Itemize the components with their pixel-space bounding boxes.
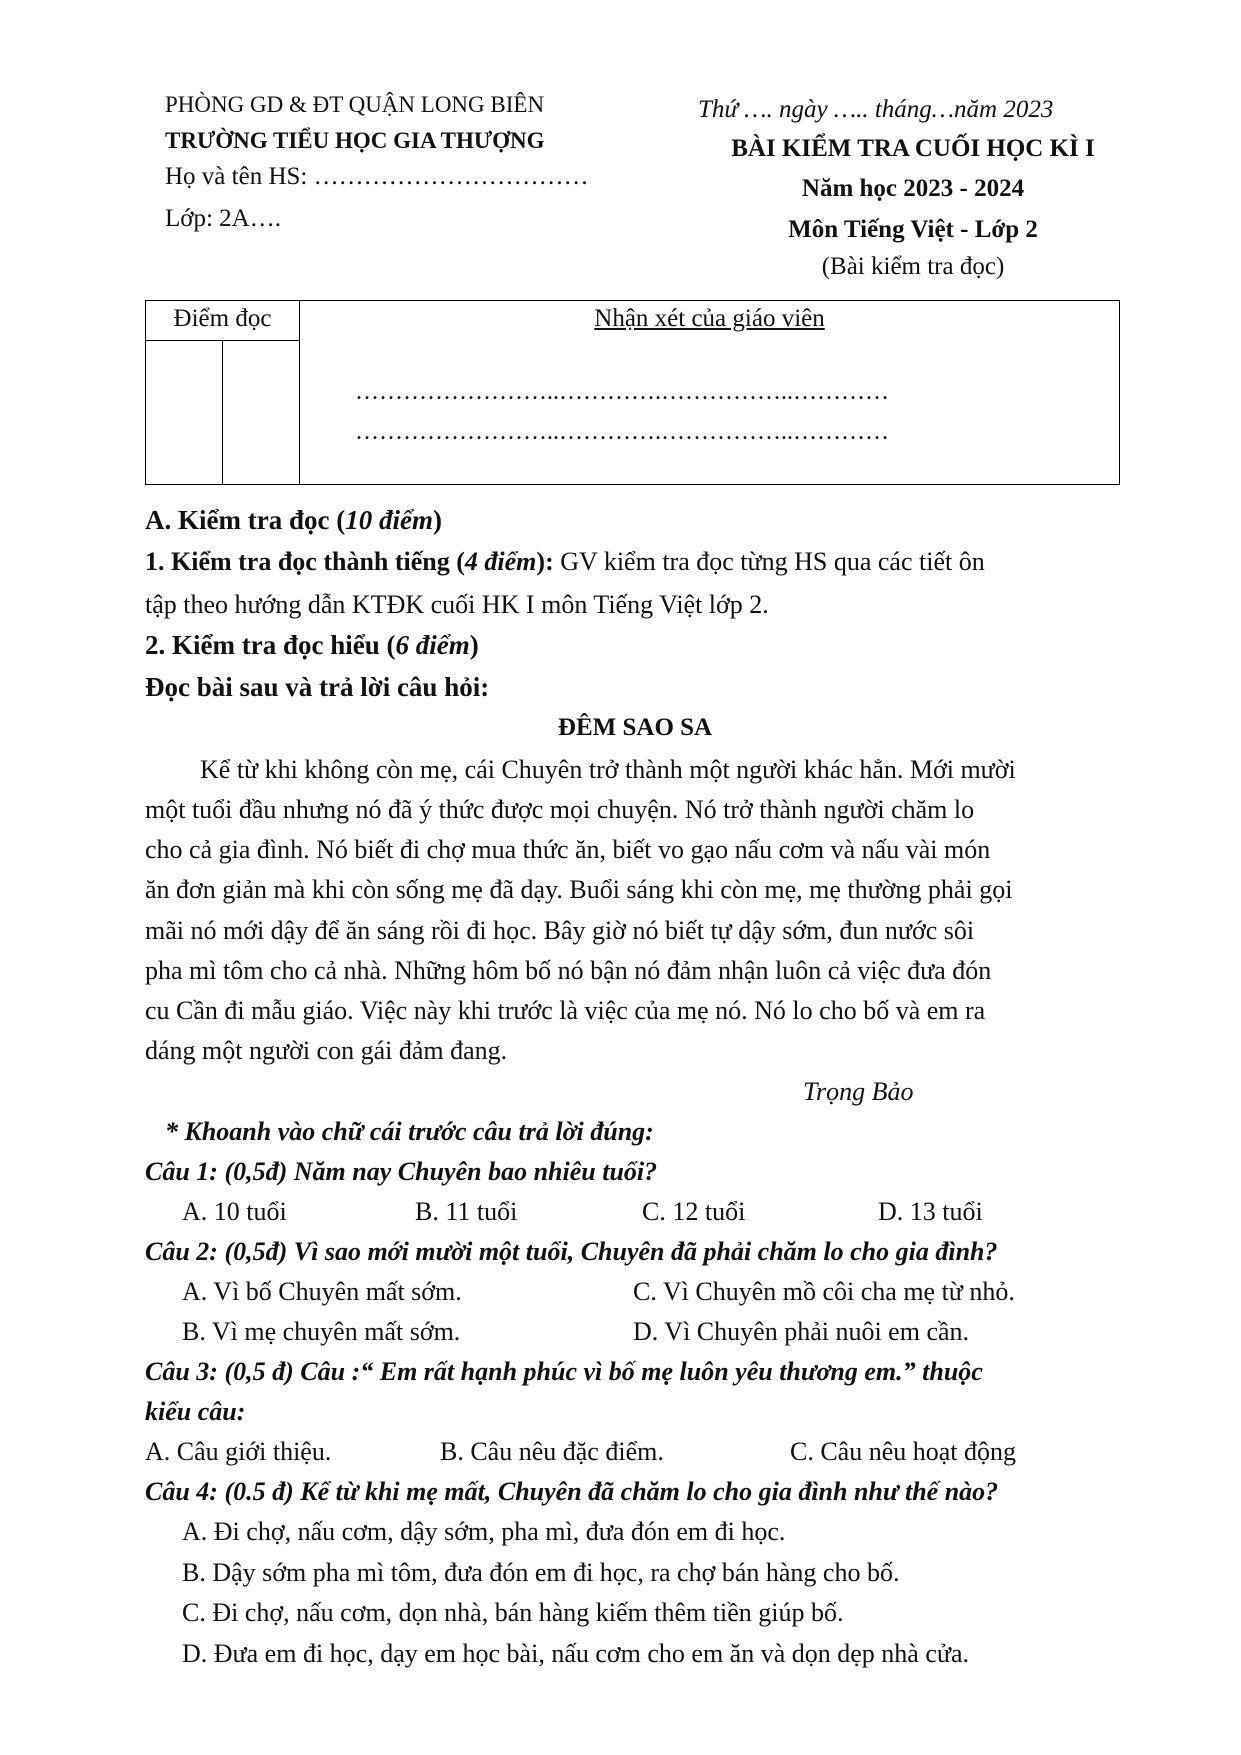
q3-option-b[interactable]: B. Câu nêu đặc điểm. (440, 1437, 664, 1466)
part-1-line-1: 1. Kiểm tra đọc thành tiếng (4 điểm): GV kiểm tra đọc từng HS qua các tiết ôn (145, 547, 985, 576)
q1-option-a[interactable]: A. 10 tuổi (182, 1197, 287, 1226)
reading-instruction: Đọc bài sau và trả lời câu hỏi: (145, 672, 490, 702)
story-line-1: Kể từ khi không còn mẹ, cái Chuyên trở thành một người khác hẳn. Mới mười (200, 755, 1016, 784)
q3-option-a[interactable]: A. Câu giới thiệu. (145, 1437, 332, 1466)
q3-option-c[interactable]: C. Câu nêu hoạt động (790, 1437, 1017, 1466)
question-4: Câu 4: (0.5 đ) Kể từ khi mẹ mất, Chuyên đã chăm lo cho gia đình như thế nào? (145, 1477, 999, 1506)
story-author: Trọng Bảo (803, 1077, 914, 1106)
score-header: Điểm đọc (146, 301, 300, 341)
section-a-title: A. Kiểm tra đọc (10 điểm) (145, 505, 442, 535)
q4-option-d[interactable]: D. Đưa em đi học, dạy em học bài, nấu cơm cho em ăn và dọn dẹp nhà cửa. (182, 1639, 970, 1668)
q2-option-a[interactable]: A. Vì bố Chuyên mất sớm. (182, 1277, 462, 1306)
comment-header: Nhận xét của giáo viên (594, 305, 825, 332)
subject-line: Môn Tiếng Việt - Lớp 2 (788, 216, 1038, 243)
q2-option-d[interactable]: D. Vì Chuyên phải nuôi em cần. (633, 1317, 970, 1346)
date-line: Thứ …. ngày ….. tháng…năm 2023 (698, 96, 1054, 123)
story-line-3: cho cả gia đình. Nó biết đi chợ mua thức ăn, biết vo gạo nấu cơm và nấu vài món (145, 835, 991, 864)
story-line-5: mãi nó mới dậy để ăn sáng rồi đi học. Bây giờ nó biết tự dậy sớm, đun nước sôi (145, 916, 975, 945)
score-cell-1[interactable] (146, 341, 223, 485)
question-2: Câu 2: (0,5đ) Vì sao mới mười một tuổi, Chuyên đã phải chăm lo cho gia đình? (145, 1237, 998, 1266)
score-table (145, 300, 1120, 485)
story-line-6: pha mì tôm cho cả nhà. Những hôm bố nó bận nó đảm nhận luôn cả việc đưa đón (145, 956, 992, 985)
school-year: Năm học 2023 - 2024 (801, 175, 1025, 202)
part-1-line-2: tập theo hướng dẫn KTĐK cuối HK I môn Tiếng Việt lớp 2. (145, 590, 769, 619)
score-cell-2[interactable] (223, 341, 300, 485)
q2-option-b[interactable]: B. Vì mẹ chuyên mất sớm. (182, 1317, 461, 1346)
question-3-line-2: kiểu câu: (145, 1397, 246, 1426)
part-2-title: 2. Kiểm tra đọc hiểu (6 điểm) (145, 630, 479, 660)
q4-option-a[interactable]: A. Đi chợ, nấu cơm, dậy sớm, pha mì, đưa đón em đi học. (182, 1517, 786, 1546)
question-3-line-1: Câu 3: (0,5 đ) Câu :“ Em rất hạnh phúc vì bố mẹ luôn yêu thương em.” thuộc (145, 1357, 983, 1386)
school-name: TRƯỜNG TIỂU HỌC GIA THƯỢNG (165, 128, 545, 153)
student-name-field[interactable]: Họ và tên HS: …………………………… (165, 163, 589, 190)
q1-option-d[interactable]: D. 13 tuổi (878, 1197, 983, 1226)
story-line-7: cu Cần đi mẫu giáo. Việc này khi trước là việc của mẹ nó. Nó lo cho bố và em ra (145, 996, 986, 1025)
q2-option-c[interactable]: C. Vì Chuyên mồ côi cha mẹ từ nhỏ. (633, 1277, 1015, 1306)
class-field[interactable]: Lớp: 2A…. (165, 205, 281, 232)
q4-option-b[interactable]: B. Dậy sớm pha mì tôm, đưa đón em đi học, ra chợ bán hàng cho bố. (182, 1558, 900, 1587)
story-line-8: dáng một người con gái đảm đang. (145, 1036, 508, 1065)
story-title: ĐÊM SAO SA (557, 714, 713, 741)
exam-title: BÀI KIỂM TRA CUỐI HỌC KÌ I (731, 135, 1095, 162)
q1-option-c[interactable]: C. 12 tuổi (642, 1197, 746, 1226)
exam-type: (Bài kiểm tra đọc) (821, 253, 1005, 280)
comment-line-2: ……………………..………….……………..………… (355, 419, 889, 445)
story-line-2: một tuổi đầu nhưng nó đã ý thức được mọi chuyện. Nó trở thành người chăm lo (145, 795, 975, 824)
teacher-comment-cell[interactable] (300, 301, 1120, 485)
question-1: Câu 1: (0,5đ) Năm nay Chuyên bao nhiêu tuổi? (145, 1157, 658, 1186)
department-name: PHÒNG GD & ĐT QUẬN LONG BIÊN (165, 92, 545, 117)
story-line-4: ăn đơn giản mà khi còn sống mẹ đã dạy. Buổi sáng khi còn mẹ, mẹ thường phải gọi (145, 875, 1013, 904)
comment-line-1: ……………………..………….……………..………… (355, 379, 889, 405)
q4-option-c[interactable]: C. Đi chợ, nấu cơm, dọn nhà, bán hàng kiếm thêm tiền giúp bố. (182, 1598, 844, 1627)
questions-instruction: * Khoanh vào chữ cái trước câu trả lời đúng: (165, 1117, 654, 1146)
q1-option-b[interactable]: B. 11 tuổi (415, 1197, 518, 1226)
